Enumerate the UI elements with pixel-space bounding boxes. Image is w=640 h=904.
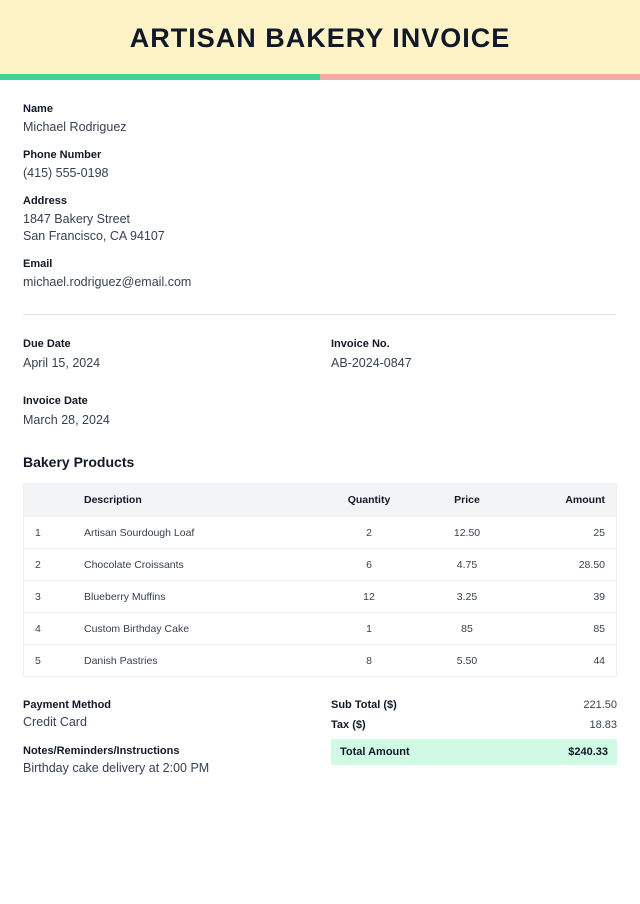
address-field — [23, 195, 165, 245]
products-table — [23, 483, 617, 677]
row-amount: 28.50 — [578, 558, 605, 571]
section-divider — [23, 314, 616, 315]
invoice-no-value: AB-2024-0847 — [331, 356, 412, 370]
table-header-row — [24, 484, 616, 516]
email-label: Email — [23, 258, 53, 270]
invoice-no-field — [331, 338, 412, 372]
row-quantity: 6 — [366, 558, 372, 571]
notes-value: Birthday cake delivery at 2:00 PM — [23, 761, 210, 775]
phone-value: (415) 555-0198 — [23, 166, 109, 180]
name-value: Michael Rodriguez — [23, 120, 127, 134]
table-row — [24, 612, 616, 644]
tax-label: Tax ($) — [331, 719, 366, 731]
subtotal-value: 221.50 — [583, 699, 617, 711]
row-price: 4.75 — [456, 558, 478, 571]
name-field — [23, 103, 127, 136]
row-num: 5 — [35, 654, 41, 667]
table-row — [24, 644, 616, 676]
phone-field — [23, 149, 108, 182]
email-value: michael.rodriguez@email.com — [23, 275, 192, 289]
row-description: Chocolate Croissants — [84, 558, 184, 571]
row-price: 85 — [461, 622, 473, 635]
row-price: 12.50 — [453, 526, 481, 539]
address-label: Address — [23, 195, 68, 207]
col-header-quantity: Quantity — [347, 494, 391, 506]
invoice-header — [0, 0, 640, 74]
row-quantity: 8 — [366, 654, 372, 667]
total-amount-label: Total Amount — [340, 746, 410, 758]
col-header-price: Price — [454, 494, 480, 506]
row-num: 3 — [35, 590, 41, 603]
subtotal-label: Sub Total ($) — [331, 699, 397, 711]
row-quantity: 1 — [366, 622, 372, 635]
row-quantity: 12 — [363, 590, 375, 603]
row-description: Artisan Sourdough Loaf — [84, 526, 195, 539]
products-section-title: Bakery Products — [23, 454, 135, 470]
subtotal-row — [331, 699, 617, 711]
table-row — [24, 580, 616, 612]
address-line2: San Francisco, CA 94107 — [23, 229, 165, 243]
payment-method-field — [23, 699, 111, 731]
invoice-title: ARTISAN BAKERY INVOICE — [129, 22, 511, 53]
row-num: 4 — [35, 622, 41, 635]
phone-label: Phone Number — [23, 149, 102, 161]
invoice-date-field — [23, 395, 110, 429]
due-date-field — [23, 338, 100, 372]
row-price: 3.25 — [456, 590, 478, 603]
payment-method-label: Payment Method — [23, 699, 112, 711]
col-header-amount: Amount — [565, 494, 605, 506]
table-row — [24, 548, 616, 580]
accent-bar-green — [0, 74, 320, 80]
row-description: Custom Birthday Cake — [84, 622, 190, 635]
row-amount: 44 — [593, 654, 605, 667]
row-amount: 25 — [593, 526, 605, 539]
notes-field — [23, 745, 209, 777]
total-amount-value: $240.33 — [568, 746, 608, 758]
due-date-value: April 15, 2024 — [23, 356, 101, 370]
row-num: 1 — [35, 526, 41, 539]
invoice-date-value: March 28, 2024 — [23, 413, 110, 427]
email-field — [23, 258, 191, 291]
row-amount: 85 — [593, 622, 605, 635]
accent-bar-pink — [320, 74, 640, 80]
tax-row — [331, 719, 617, 731]
address-line1: 1847 Bakery Street — [23, 212, 131, 226]
row-price: 5.50 — [456, 654, 478, 667]
invoice-no-label: Invoice No. — [331, 338, 390, 350]
row-quantity: 2 — [366, 526, 372, 539]
tax-value: 18.83 — [589, 719, 617, 731]
row-num: 2 — [35, 558, 41, 571]
table-row — [24, 516, 616, 548]
payment-method-value: Credit Card — [23, 715, 87, 729]
accent-bar — [0, 74, 640, 80]
row-description: Blueberry Muffins — [84, 590, 166, 603]
due-date-label: Due Date — [23, 338, 71, 350]
total-amount-box — [331, 739, 617, 765]
name-label: Name — [23, 103, 53, 115]
notes-label: Notes/Reminders/Instructions — [23, 745, 180, 757]
invoice-date-label: Invoice Date — [23, 395, 88, 407]
col-header-description: Description — [84, 494, 142, 506]
row-amount: 39 — [593, 590, 605, 603]
row-description: Danish Pastries — [84, 654, 158, 667]
